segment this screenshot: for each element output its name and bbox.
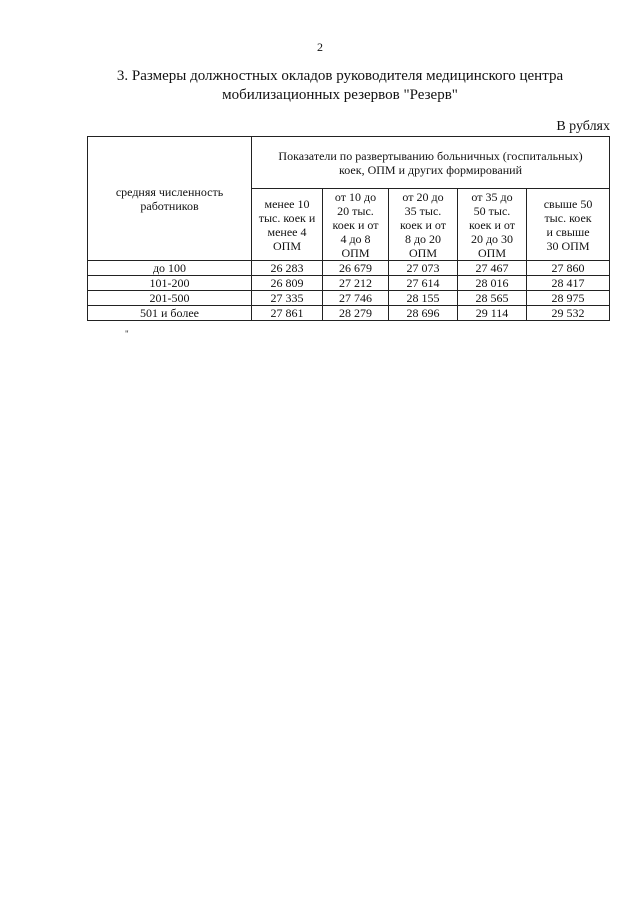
table-cell: 27 212 xyxy=(323,276,389,291)
table-cell: 26 283 xyxy=(252,261,323,276)
column-header-line: менее 4 xyxy=(267,224,307,239)
salary-table xyxy=(87,136,610,321)
table-header-row xyxy=(88,137,610,189)
group-header-cell xyxy=(252,137,610,189)
table-row xyxy=(88,291,610,306)
column-header-cell xyxy=(389,189,458,261)
table-row xyxy=(88,276,610,291)
group-header-line: коек, ОПМ и других формирований xyxy=(339,162,522,177)
column-header-cell xyxy=(458,189,527,261)
table-cell: 27 335 xyxy=(252,291,323,306)
row-header-line: работников xyxy=(140,198,199,213)
closing-quote-mark: " xyxy=(125,329,129,339)
column-header-line: 20 до 30 xyxy=(470,231,514,246)
column-header-cell xyxy=(323,189,389,261)
column-header-line: коек и от xyxy=(332,217,379,232)
column-header-line: ОПМ xyxy=(272,238,301,253)
column-header-cell xyxy=(527,189,610,261)
column-header-line: и свыше xyxy=(546,224,590,239)
table-cell: 28 016 xyxy=(458,276,527,291)
column-header-line: свыше 50 xyxy=(543,196,593,211)
table-cell: 27 073 xyxy=(389,261,458,276)
table-cell: 27 467 xyxy=(458,261,527,276)
column-header-line: 20 тыс. xyxy=(337,203,374,218)
row-header-cell xyxy=(88,137,252,261)
column-header-line: 4 до 8 xyxy=(340,231,371,246)
heading-line-1: 3. Размеры должностных окладов руководителя медицинского центра xyxy=(116,68,564,84)
table-cell: 28 696 xyxy=(389,306,458,321)
column-header-cell xyxy=(252,189,323,261)
row-label: 201-500 xyxy=(88,291,252,306)
table-cell: 28 417 xyxy=(527,276,610,291)
units-label: В рублях xyxy=(556,119,610,134)
column-header-line: от 10 до xyxy=(334,189,377,204)
column-header-line: 35 тыс. xyxy=(404,203,442,218)
table-cell: 28 565 xyxy=(458,291,527,306)
row-label: до 100 xyxy=(88,261,252,276)
column-header-line: тыс. коек и xyxy=(258,210,316,225)
column-header-line: 30 ОПМ xyxy=(546,238,590,253)
table-cell: 27 861 xyxy=(252,306,323,321)
column-header-line: ОПМ xyxy=(477,245,506,260)
column-header-line: 50 тыс. xyxy=(473,203,511,218)
table-row xyxy=(88,306,610,321)
table-cell: 27 614 xyxy=(389,276,458,291)
column-header-line: от 20 до xyxy=(402,189,444,204)
column-header-line: коек и от xyxy=(399,217,447,232)
table-cell: 28 975 xyxy=(527,291,610,306)
row-header-line: средняя численность xyxy=(115,184,224,199)
column-header-line: ОПМ xyxy=(408,245,437,260)
column-header-line: коек и от xyxy=(468,217,516,232)
table-cell: 29 114 xyxy=(458,306,527,321)
table-cell: 27 860 xyxy=(527,261,610,276)
heading-line-2: мобилизационных резервов "Резерв" xyxy=(222,87,458,103)
group-header-line: Показатели по развертыванию больничных (госпитальных) xyxy=(278,148,583,163)
section-heading xyxy=(80,67,600,105)
column-header-line: от 35 до xyxy=(471,189,513,204)
row-label: 501 и более xyxy=(88,306,252,321)
row-label: 101-200 xyxy=(88,276,252,291)
table-cell: 27 746 xyxy=(323,291,389,306)
column-header-line: тыс. коек xyxy=(544,210,592,225)
page-number: 2 xyxy=(317,40,323,54)
table-cell: 26 809 xyxy=(252,276,323,291)
table-cell: 29 532 xyxy=(527,306,610,321)
table-cell: 28 279 xyxy=(323,306,389,321)
table-cell: 28 155 xyxy=(389,291,458,306)
column-header-line: 8 до 20 xyxy=(404,231,442,246)
column-header-line: ОПМ xyxy=(341,245,370,260)
table-cell: 26 679 xyxy=(323,261,389,276)
table-row xyxy=(88,261,610,276)
column-header-line: менее 10 xyxy=(264,196,310,211)
